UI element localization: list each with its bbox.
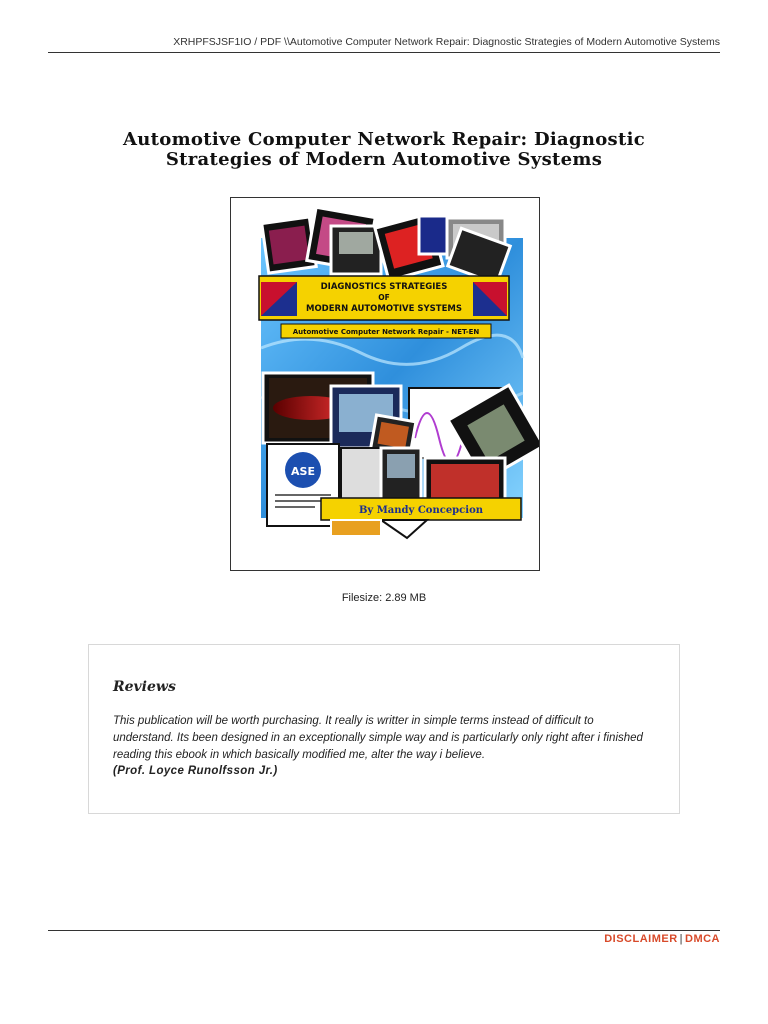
dmca-link[interactable]: DMCA [685, 933, 720, 945]
reviews-heading: Reviews [113, 679, 176, 695]
book-title [60, 130, 708, 170]
breadcrumb: XRHPFSJSF1IO / PDF \\Automotive Computer Network Repair: Diagnostic Strategies of Modern Automotive Systems [173, 36, 720, 48]
reviewer-name: (Prof. Loyce Runolfsson Jr.) [113, 765, 278, 777]
bottom-divider [48, 930, 720, 931]
top-header [48, 36, 720, 53]
footer-separator: | [679, 933, 683, 945]
reviews-box [88, 644, 680, 814]
disclaimer-link[interactable]: DISCLAIMER [604, 933, 678, 945]
cover-subtitle: Automotive Computer Network Repair - NET-EN [292, 328, 480, 336]
cover-banner-line2: OF [378, 293, 390, 302]
cover-author: By Mandy Concepcion [358, 505, 484, 516]
cover-banner [259, 276, 509, 320]
book-cover[interactable] [230, 197, 540, 571]
footer-links [604, 933, 720, 945]
cover-collage-bottom [267, 444, 521, 538]
review-text: This publication will be worth purchasing. It really is writter in simple terms instead of difficult to understand. Its been designed in an exceptionally simple way and is particularly only right after i finished reading this ebook in which basically modified me, alter the way i believe. [113, 715, 643, 761]
filesize: Filesize: 2.89 MB [341, 592, 427, 604]
book-cover-art [231, 198, 539, 570]
cover-banner-line1: DIAGNOSTICS STRATEGIES [320, 282, 448, 292]
book-title-line2: Strategies of Modern Automotive Systems [165, 149, 603, 170]
cover-badge: ASE [291, 465, 315, 478]
cover-banner-line3: MODERN AUTOMOTIVE SYSTEMS [306, 304, 462, 314]
book-title-line1: Automotive Computer Network Repair: Diagnostic [123, 129, 645, 150]
